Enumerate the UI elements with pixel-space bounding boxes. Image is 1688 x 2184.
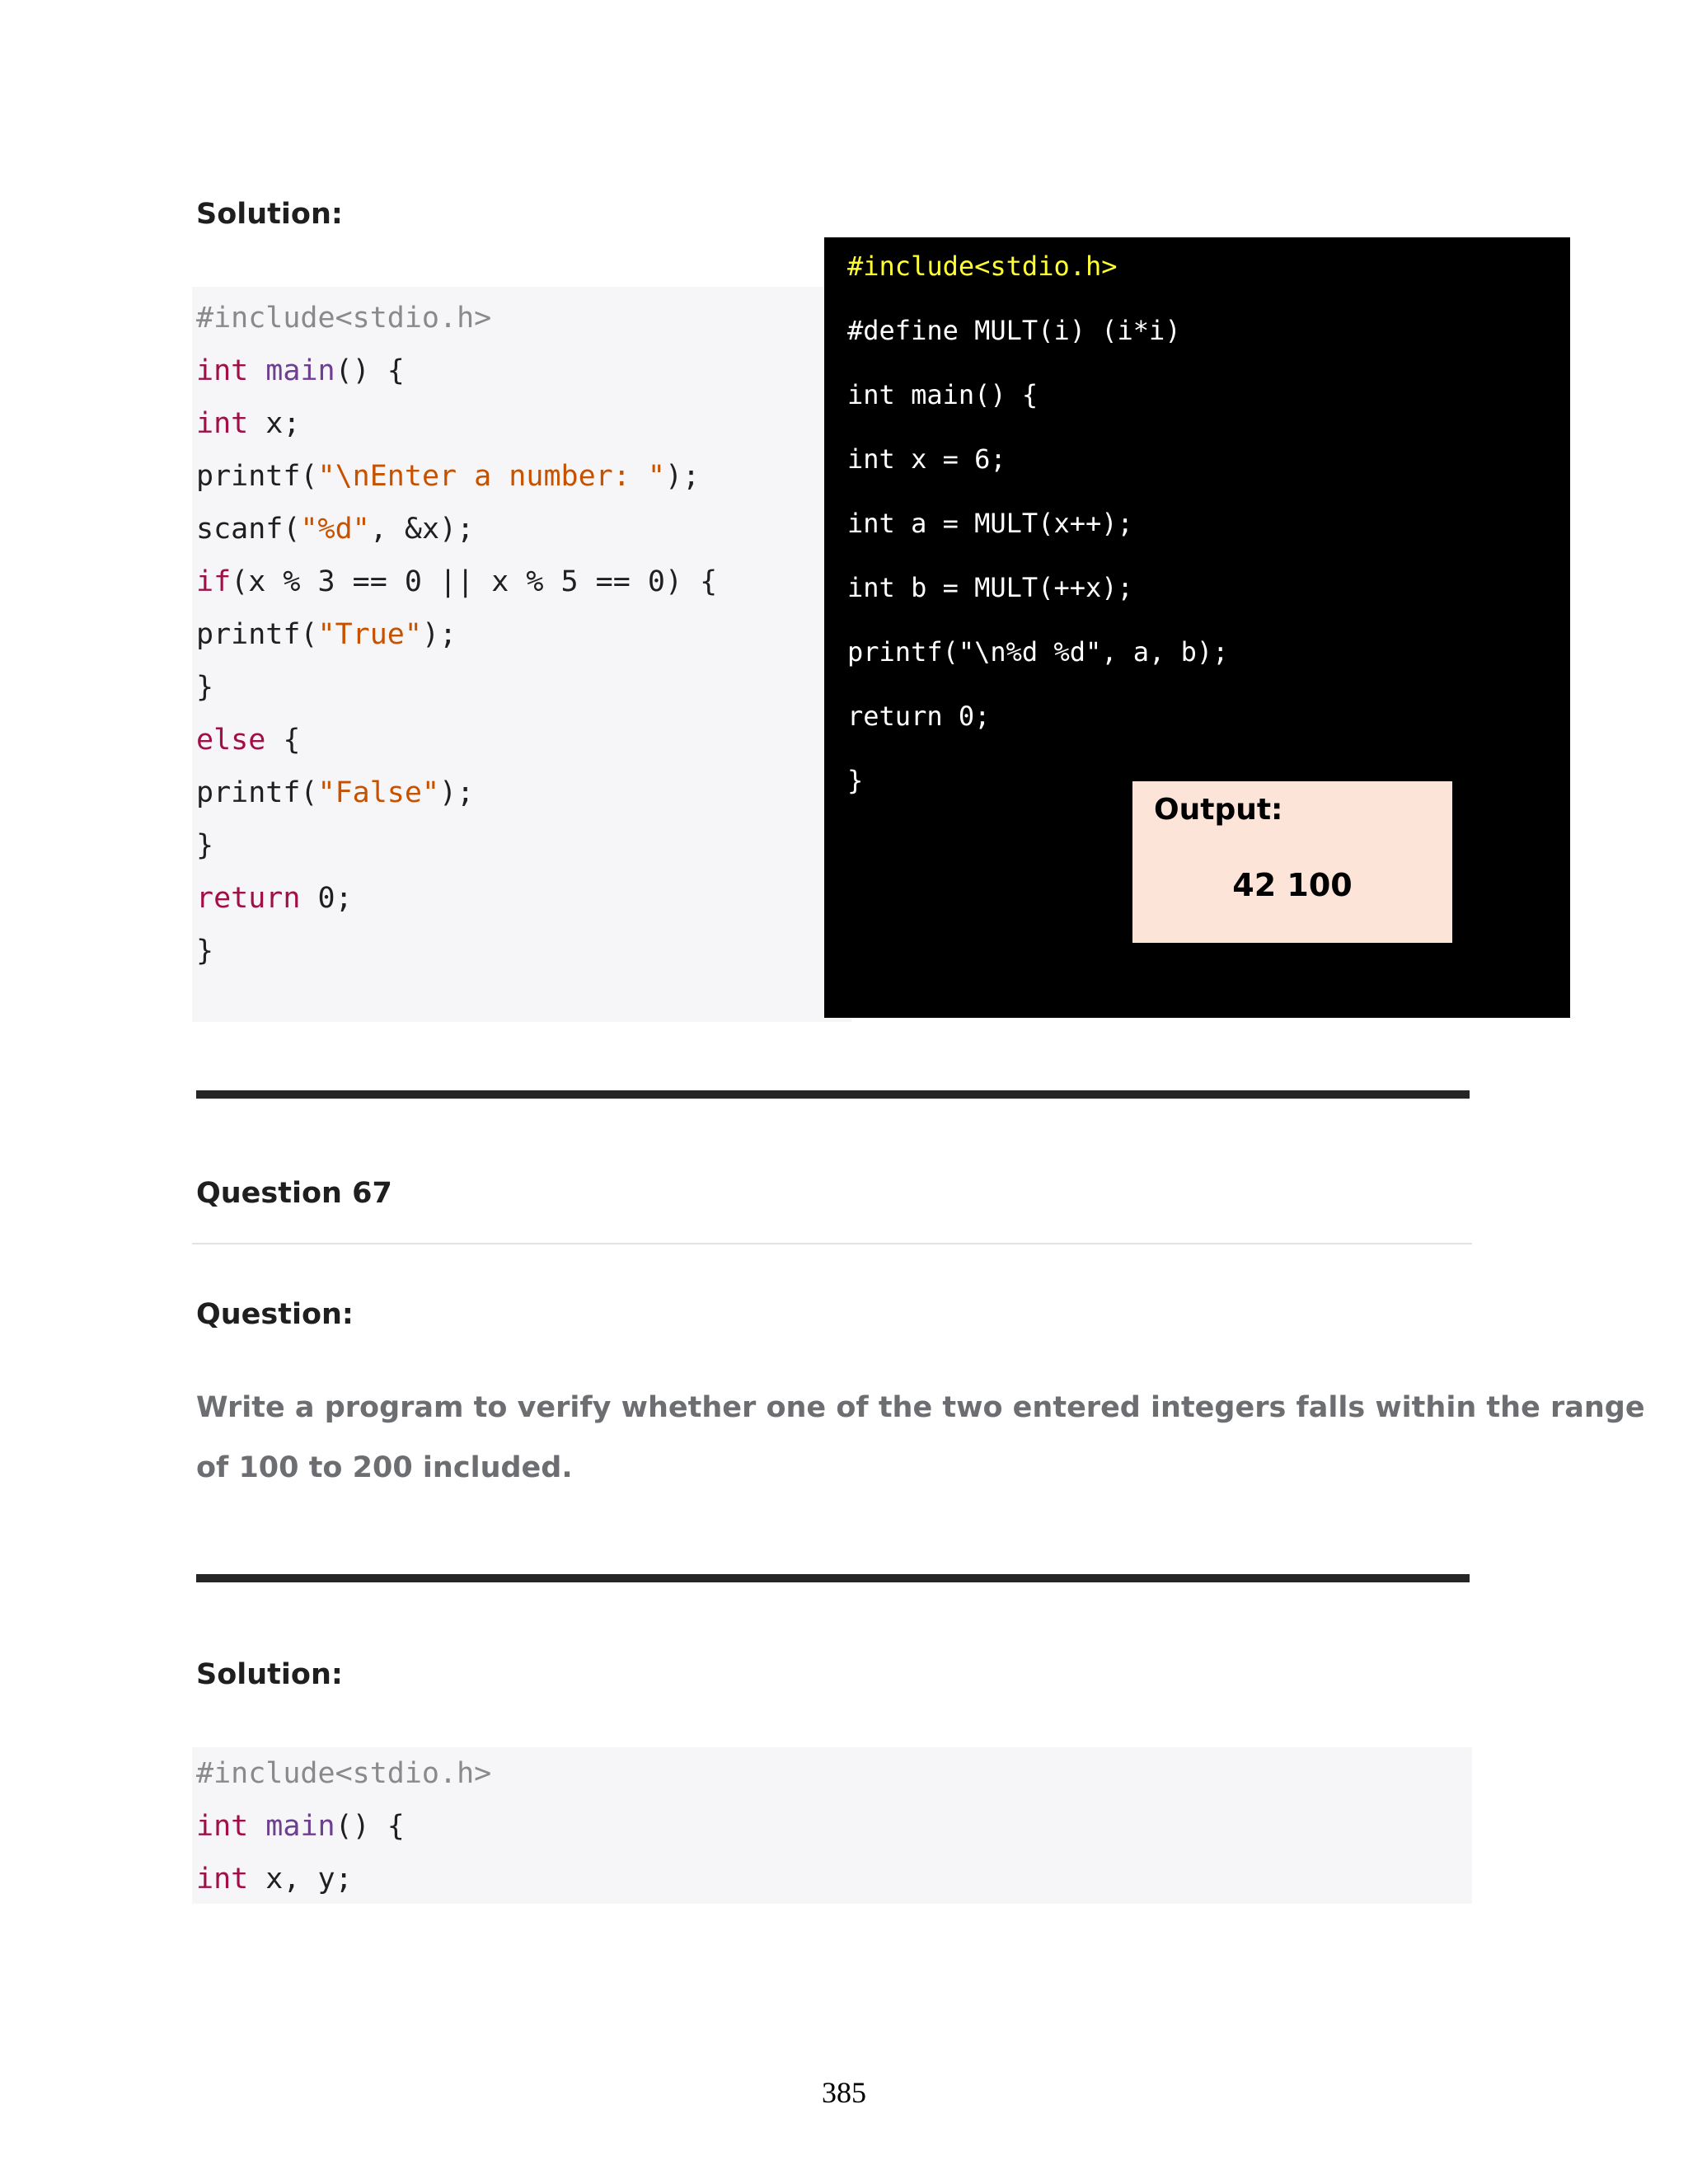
- code-token: int: [196, 407, 249, 440]
- section-divider-2: [196, 1574, 1470, 1582]
- code-block-1-line: [196, 354, 405, 387]
- code-token: int: [196, 1810, 249, 1843]
- code-token: printf(: [196, 618, 318, 651]
- code-token: main: [265, 1810, 335, 1843]
- code-token: int b = MULT(++x);: [847, 572, 1133, 603]
- code-block-1-lines: [196, 287, 847, 1012]
- code-token: 0;: [300, 882, 353, 915]
- code-token: #include<stdio.h>: [196, 302, 492, 335]
- code-block-2-lines: [196, 1747, 1465, 1904]
- code-block-1-line: [196, 618, 457, 651]
- code-block-1-line: [196, 671, 213, 704]
- output-box: [1132, 781, 1452, 943]
- code-block-1-line: [196, 565, 717, 598]
- code-token: if: [196, 565, 232, 598]
- code-block-1-line: [196, 724, 300, 757]
- code-block-1-line: [196, 776, 474, 809]
- output-label: Output:: [1154, 793, 1283, 827]
- code-token: }: [196, 671, 214, 704]
- code-token: [248, 1810, 265, 1843]
- section-divider-1: [196, 1090, 1470, 1099]
- code-block-2-line: [196, 1810, 405, 1843]
- code-block-1-line: [196, 302, 491, 335]
- code-block-1-line: [196, 935, 213, 968]
- code-token: printf(: [196, 776, 318, 809]
- code-token: x;: [248, 407, 301, 440]
- code-token: #define MULT(i) (i*i): [847, 315, 1181, 346]
- code-token: }: [847, 765, 864, 796]
- code-token: , &x);: [369, 513, 475, 546]
- solution-heading-1: Solution:: [196, 198, 343, 231]
- code-token: [248, 354, 265, 387]
- code-token: () {: [335, 354, 405, 387]
- code-token: #include<stdio.h>: [847, 251, 1118, 282]
- code-token: return 0;: [847, 701, 991, 732]
- code-block-2: [192, 1747, 1472, 1904]
- code-token: "False": [317, 776, 440, 809]
- code-token: );: [439, 776, 475, 809]
- code-screenshot-line: [847, 572, 1133, 603]
- code-token: );: [421, 618, 457, 651]
- code-block-1-line: [196, 829, 213, 862]
- code-block-1-line: [196, 513, 474, 546]
- code-token: int: [196, 354, 249, 387]
- code-token: scanf(: [196, 513, 301, 546]
- code-token: printf(: [196, 460, 318, 493]
- code-token: return: [196, 882, 301, 915]
- code-screenshot-line: [847, 701, 990, 732]
- code-block-2-line: [196, 1863, 353, 1896]
- code-screenshot-line: [847, 636, 1228, 668]
- question-text-line-2: of 100 to 200 included.: [196, 1451, 573, 1484]
- code-token: () {: [335, 1810, 405, 1843]
- code-token: else: [196, 724, 266, 757]
- code-screenshot-line: [847, 315, 1181, 346]
- title-underline: [192, 1243, 1472, 1244]
- code-block-1-line: [196, 407, 300, 440]
- code-token: }: [196, 829, 214, 862]
- page-number: 385: [822, 2076, 866, 2109]
- code-token: x, y;: [248, 1863, 353, 1896]
- code-screenshot-panel: [824, 237, 1570, 1018]
- code-token: printf("\n%d %d", a, b);: [847, 636, 1229, 668]
- code-token: (x % 3 == 0 || x % 5 == 0) {: [231, 565, 718, 598]
- code-block-2-line: [196, 1757, 491, 1790]
- code-token: int x = 6;: [847, 443, 1006, 475]
- code-screenshot-line: [847, 443, 1006, 475]
- output-value: 42 100: [1232, 867, 1353, 903]
- code-screenshot-line: [847, 379, 1038, 410]
- code-screenshot-line: [847, 765, 863, 796]
- code-token: int main() {: [847, 379, 1039, 410]
- question-text: [196, 1378, 1645, 1498]
- question-label: Question:: [196, 1298, 354, 1331]
- code-token: main: [265, 354, 335, 387]
- code-token: #include<stdio.h>: [196, 1757, 492, 1790]
- code-token: "True": [317, 618, 422, 651]
- code-block-1-line: [196, 460, 700, 493]
- code-screenshot-line: [847, 251, 1118, 282]
- code-screenshot-lines: [824, 237, 1570, 814]
- code-token: );: [664, 460, 701, 493]
- solution-heading-2: Solution:: [196, 1658, 343, 1691]
- code-token: {: [265, 724, 301, 757]
- question-text-line-1: Write a program to verify whether one of the two entered integers falls within the range: [196, 1391, 1645, 1424]
- code-token: int a = MULT(x++);: [847, 508, 1133, 539]
- code-token: "%d": [300, 513, 370, 546]
- code-screenshot-line: [847, 508, 1133, 539]
- code-token: int: [196, 1863, 249, 1896]
- code-token: "\nEnter a number: ": [317, 460, 665, 493]
- question-title: Question 67: [196, 1177, 392, 1210]
- code-block-1: [192, 287, 851, 1022]
- code-token: }: [196, 935, 214, 968]
- code-block-1-line: [196, 882, 353, 915]
